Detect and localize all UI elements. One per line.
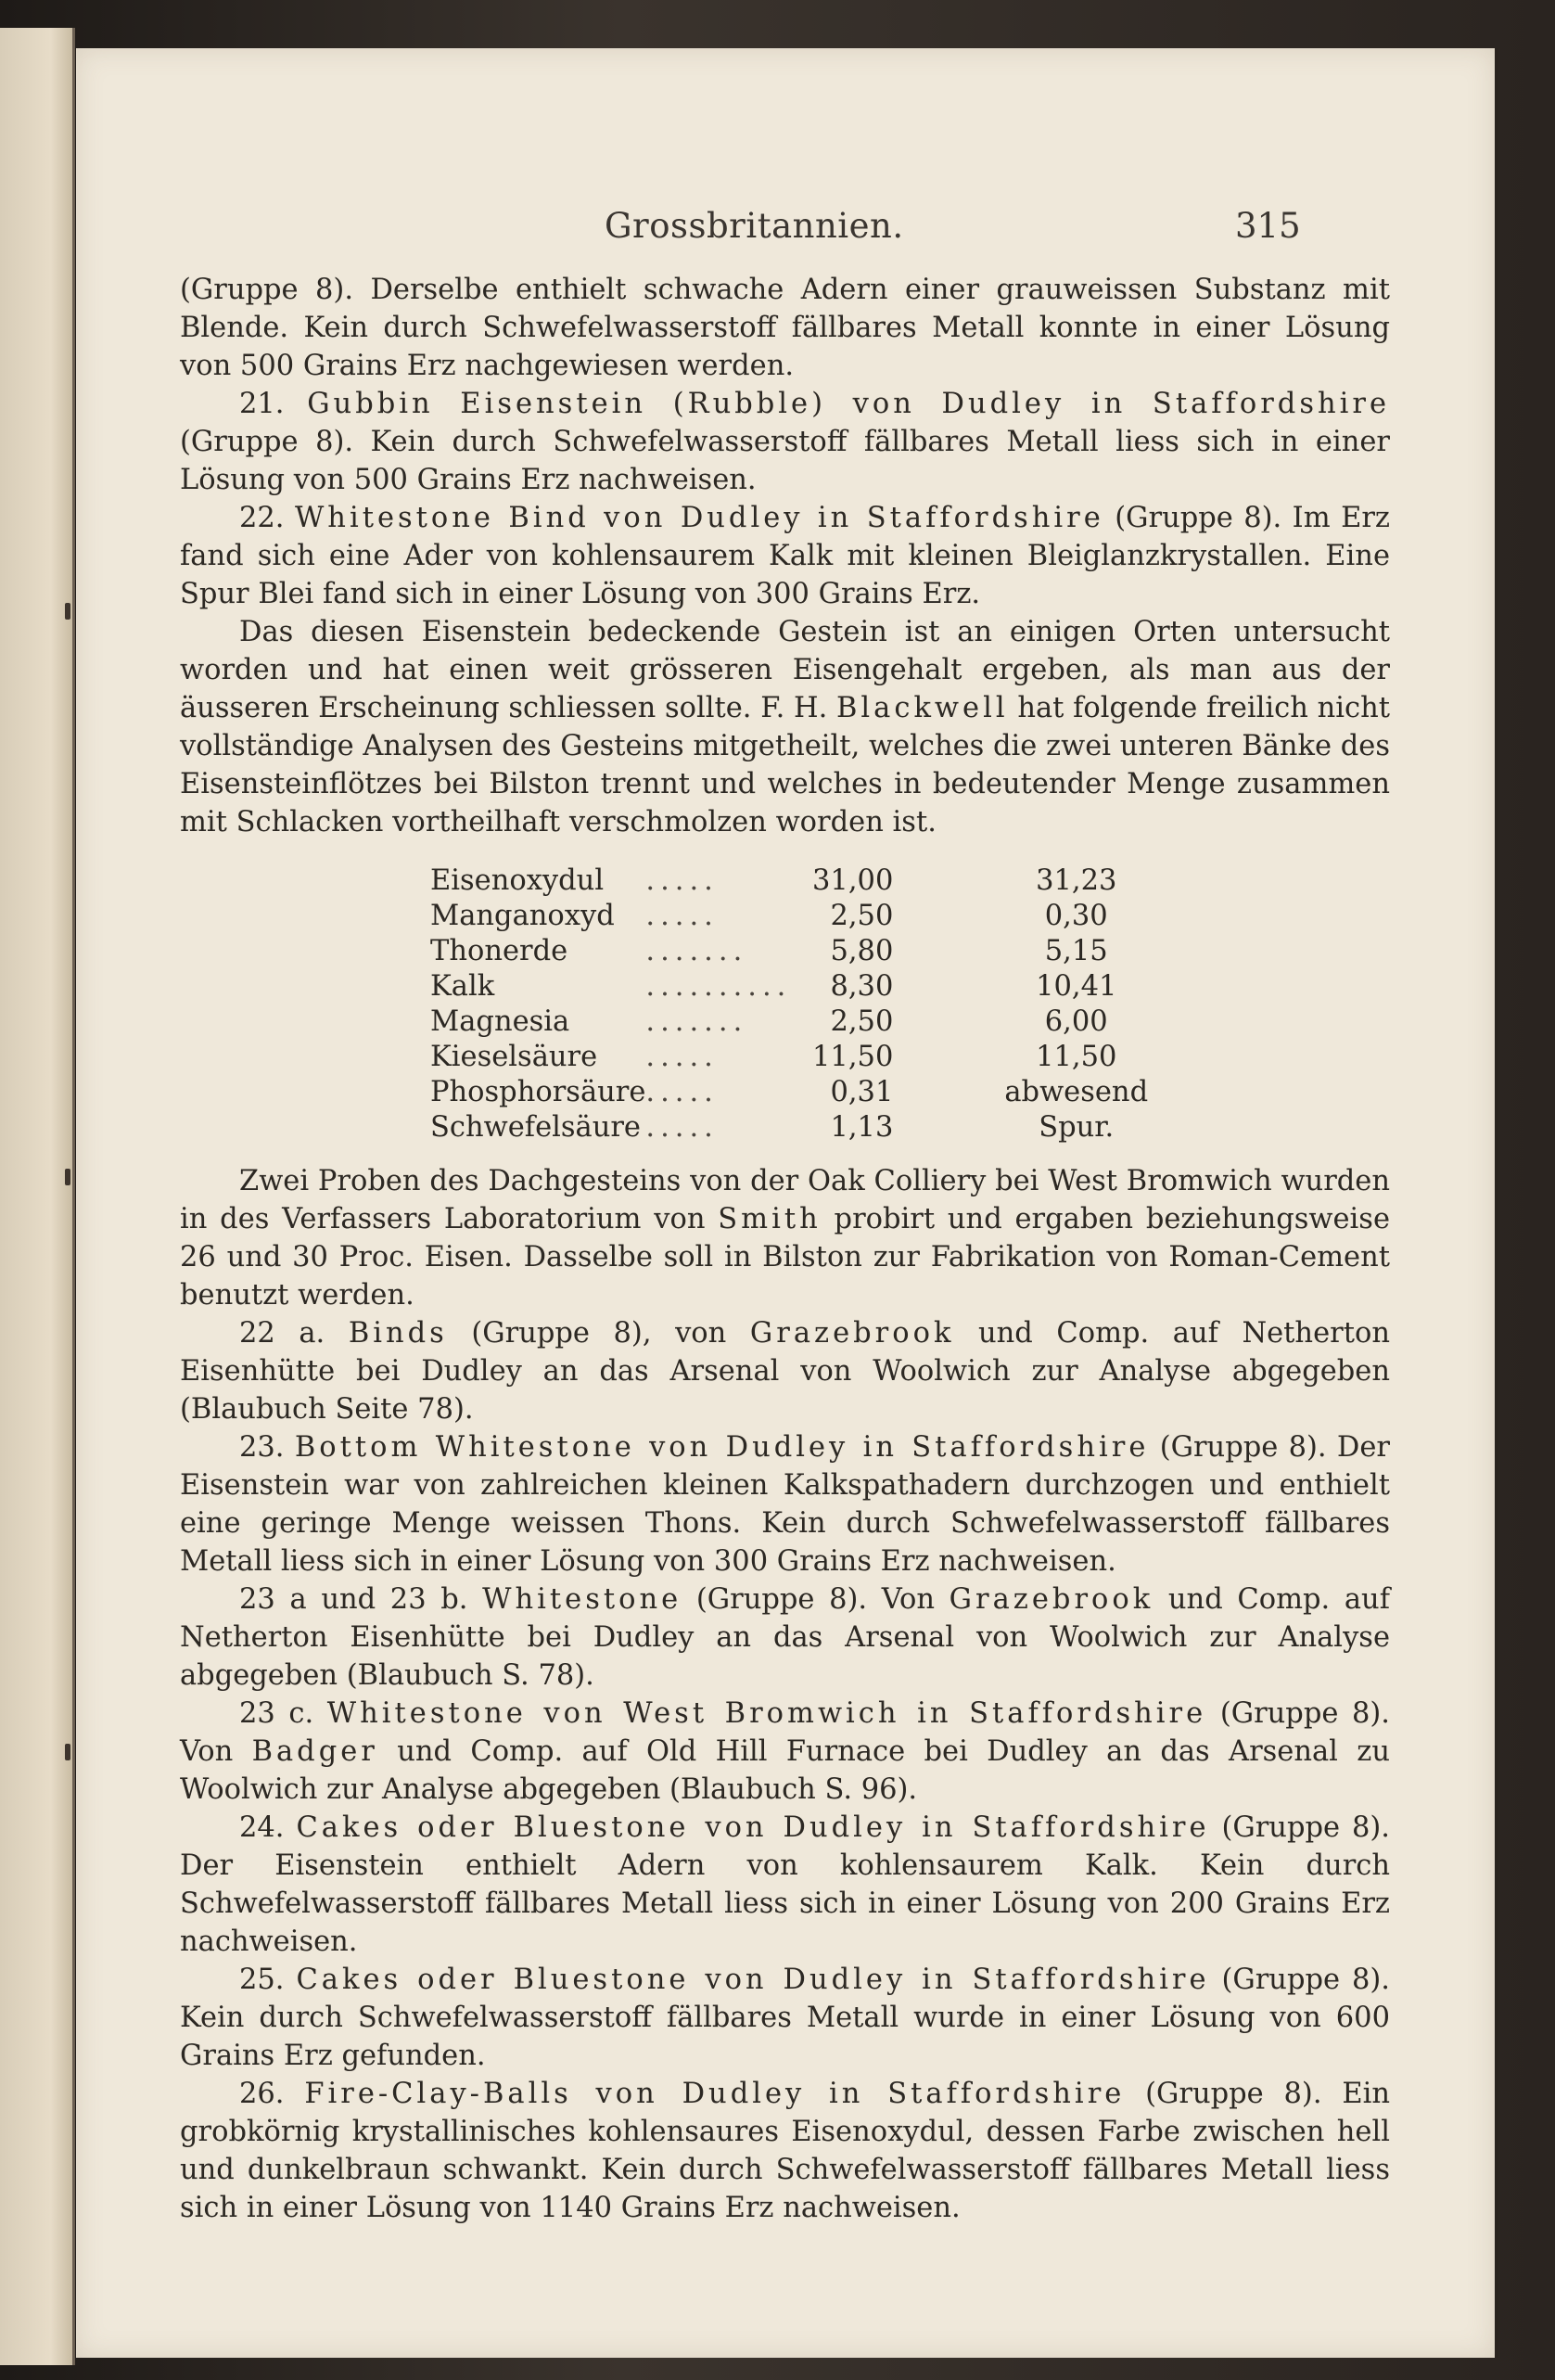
item-number: 23 c.: [239, 1697, 314, 1730]
paragraph-item-25: [180, 1961, 1390, 2075]
column-gap: [893, 1040, 1004, 1075]
paragraph-text: (Gruppe 8). Der Eisenstein enthielt Adern von kohlensaurem Kalk. Kein durch Schwefelwasserstoff fällbares Metall liess sich in einer Lösung von 200 Grains Erz nachweisen.: [180, 1811, 1390, 1958]
paragraph-item-26: [180, 2075, 1390, 2227]
item-number: 23 a und 23 b.: [239, 1583, 468, 1616]
table-row: [430, 969, 1148, 1004]
component-name: Kieselsäure: [430, 1041, 598, 1073]
paragraph-gestein: [180, 613, 1390, 841]
paragraph-text: und Comp. auf Netherton Eisenhütte bei Dudley an das Arsenal von Woolwich zur Analyse abgegeben (Blaubuch Seite 78).: [180, 1317, 1390, 1426]
paragraph-text: (Gruppe 8). Kein durch Schwefelwasserstoff fällbares Metall wurde in einer Lösung von 600 Grains Erz gefunden.: [180, 1964, 1390, 2072]
ore-name: Whitestone: [482, 1583, 682, 1616]
value-analysis-1: 2,50: [830, 900, 894, 932]
adjacent-page-edge: [0, 28, 75, 2365]
column-gap: [893, 1075, 1004, 1110]
paragraph-text: (Gruppe 8). Im Erz fand sich eine Ader von kohlensaurem Kalk mit kleinen Bleiglanzkrystallen. Eine Spur Blei fand sich in einer Lösung von 300 Grains Erz.: [180, 502, 1390, 610]
value-analysis-1: 8,30: [830, 970, 894, 1003]
component-name: Thonerde: [430, 935, 568, 967]
item-number: 23.: [239, 1431, 285, 1464]
dot-leader: .....: [645, 864, 719, 897]
company-name: Grazebrook: [949, 1583, 1154, 1616]
paragraph-text: (Gruppe 8). Derselbe enthielt schwache Adern einer grauweissen Substanz mit Blende. Kein durch Schwefelwasserstoff fällbares Metall konnte in einer Lösung von 500 Grains Erz nachgewiesen werden.: [180, 274, 1390, 382]
paragraph-text: Zwei Proben des Dachgesteins von der Oak Colliery bei West Bromwich wurden in des Verfassers Laboratorium von: [180, 1165, 1390, 1235]
paragraph-text: (Gruppe 8). Ein grobkörnig krystallinisches kohlensaures Eisenoxydul, dessen Farbe zwischen hell und dunkelbraun schwankt. Kein durch Schwefelwasserstoff fällbares Metall liess sich in einer Lösung von 1140 Grains Erz nachweisen.: [180, 2078, 1390, 2224]
item-number: 21.: [239, 388, 285, 420]
ore-name: Bottom Whitestone von Dudley in Staffordshire: [294, 1431, 1150, 1464]
dot-leader: .......: [645, 935, 748, 967]
paragraph-item-23c: [180, 1695, 1390, 1809]
table-row: [430, 1040, 1148, 1075]
ore-name: Binds: [348, 1317, 448, 1350]
value-analysis-2: abwesend: [1004, 1076, 1149, 1108]
paragraph-text: (Gruppe 8), von: [471, 1317, 727, 1350]
value-analysis-2: 6,00: [1044, 1005, 1108, 1038]
component-name: Phosphorsäure: [430, 1076, 646, 1108]
ore-name: Gubbin Eisenstein (Rubble) von Dudley in Staffordshire: [307, 388, 1390, 420]
value-analysis-2: 5,15: [1044, 935, 1108, 967]
value-analysis-1: 11,50: [812, 1041, 894, 1073]
paragraph-text: und Comp. auf Old Hill Furnace bei Dudley an das Arsenal zu Woolwich zur Analyse abgegeben (Blaubuch S. 96).: [180, 1735, 1390, 1806]
value-analysis-2: 11,50: [1036, 1041, 1117, 1073]
value-analysis-2: 0,30: [1044, 900, 1108, 932]
paragraph-text: (Gruppe 8). Der Eisenstein war von zahlreichen kleinen Kalkspathadern durchzogen und enthielt eine geringe Menge weissen Thons. Kein durch Schwefelwasserstoff fällbares Metall liess sich in einer Lösung von 300 Grains Erz nachweisen.: [180, 1431, 1391, 1578]
table-row: [430, 1110, 1148, 1145]
dot-leader: ..........: [645, 970, 792, 1003]
item-number: 26.: [239, 2078, 285, 2110]
book-page: [76, 48, 1498, 2358]
value-analysis-2: Spur.: [1039, 1111, 1115, 1144]
ore-name: Cakes oder Bluestone von Dudley in Staffordshire: [296, 1964, 1210, 1996]
company-name: Grazebrook: [749, 1317, 955, 1350]
dot-leader: .....: [645, 1041, 719, 1073]
paragraph-text: (Gruppe 8). Von: [695, 1583, 935, 1616]
value-analysis-2: 31,23: [1036, 864, 1117, 897]
value-analysis-1: 1,13: [830, 1111, 894, 1144]
table-row: [430, 899, 1148, 934]
column-gap: [893, 1004, 1004, 1040]
paragraph-item-24: [180, 1809, 1390, 1961]
ore-name: Whitestone von West Bromwich in Staffordshire: [326, 1697, 1207, 1730]
column-gap: [893, 934, 1004, 969]
component-name: Eisenoxydul: [430, 864, 605, 897]
paragraph-item-23ab: [180, 1580, 1390, 1695]
page-number: 315: [1235, 206, 1301, 246]
company-name: Badger: [251, 1735, 378, 1768]
paragraph-text: probirt und ergaben beziehungsweise 26 und 30 Proc. Eisen. Dasselbe soll in Bilston zur Fabrikation von Roman-Cement benutzt werden.: [180, 1203, 1390, 1312]
paragraph-text: und Comp. auf Netherton Eisenhütte bei Dudley an das Arsenal von Woolwich zur Analyse abgegeben (Blaubuch S. 78).: [180, 1583, 1390, 1692]
value-analysis-1: 5,80: [830, 935, 894, 967]
table-row: [430, 1004, 1148, 1040]
table-row: [430, 1075, 1148, 1110]
dot-leader: .......: [645, 1005, 748, 1038]
column-gap: [893, 899, 1004, 934]
column-gap: [893, 864, 1004, 899]
item-number: 25.: [239, 1964, 285, 1996]
paragraph-item-23: [180, 1428, 1390, 1580]
dot-leader: .....: [645, 1111, 719, 1144]
component-name: Kalk: [430, 970, 495, 1003]
paragraph-text: hat folgende freilich nicht vollständige Analysen des Gesteins mitgetheilt, welches die zwei unteren Bänke des Eisensteinflötzes bei Bilston trennt und welches in bedeutender Menge zusammen mit Schlacken vortheilhaft verschmolzen worden ist.: [180, 692, 1390, 838]
paragraph-text: (Gruppe 8). Kein durch Schwefelwasserstoff fällbares Metall liess sich in einer Lösung von 500 Grains Erz nachweisen.: [180, 426, 1390, 496]
author-name: Blackwell: [836, 692, 1009, 724]
author-name: Smith: [718, 1203, 822, 1235]
component-name: Schwefelsäure: [430, 1111, 641, 1144]
component-name: Manganoxyd: [430, 900, 615, 932]
ore-name: Fire-Clay-Balls von Dudley in Staffordshire: [304, 2078, 1126, 2110]
item-number: 22 a.: [239, 1317, 325, 1350]
value-analysis-1: 31,00: [812, 864, 894, 897]
column-gap: [893, 1110, 1004, 1145]
binding-mark: [65, 1744, 70, 1760]
paragraph-text: (Gruppe 8). Von: [180, 1697, 1390, 1768]
paragraph-proben: [180, 1162, 1390, 1314]
paragraph-item-22a: [180, 1314, 1390, 1428]
ore-name: Whitestone Bind von Dudley in Staffordshire: [294, 502, 1104, 534]
binding-mark: [65, 1169, 70, 1185]
page-body: [180, 271, 1390, 2227]
page-header: [76, 206, 1495, 252]
paragraph-item-22: [180, 499, 1390, 613]
component-name: Magnesia: [430, 1005, 570, 1038]
item-number: 22.: [239, 502, 285, 534]
paragraph-text: Das diesen Eisenstein bedeckende Gestein ist an einigen Orten untersucht worden und hat einen weit grösseren Eisengehalt ergeben, als man aus der äusseren Erscheinung schliessen sollte. F. H.: [180, 616, 1390, 724]
paragraph-item-21: [180, 385, 1390, 499]
table-row: [430, 934, 1148, 969]
paragraph-continuation: [180, 271, 1390, 385]
value-analysis-1: 0,31: [830, 1076, 894, 1108]
dot-leader: .....: [645, 900, 719, 932]
value-analysis-2: 10,41: [1036, 970, 1117, 1003]
running-title: Grossbritannien.: [605, 206, 904, 246]
table-row: [430, 864, 1148, 899]
analysis-table: [430, 864, 1148, 1145]
binding-mark: [65, 603, 70, 620]
ore-name: Cakes oder Bluestone von Dudley in Staffordshire: [296, 1811, 1210, 1844]
item-number: 24.: [239, 1811, 285, 1844]
value-analysis-1: 2,50: [830, 1005, 894, 1038]
column-gap: [893, 969, 1004, 1004]
dot-leader: .....: [645, 1076, 719, 1108]
